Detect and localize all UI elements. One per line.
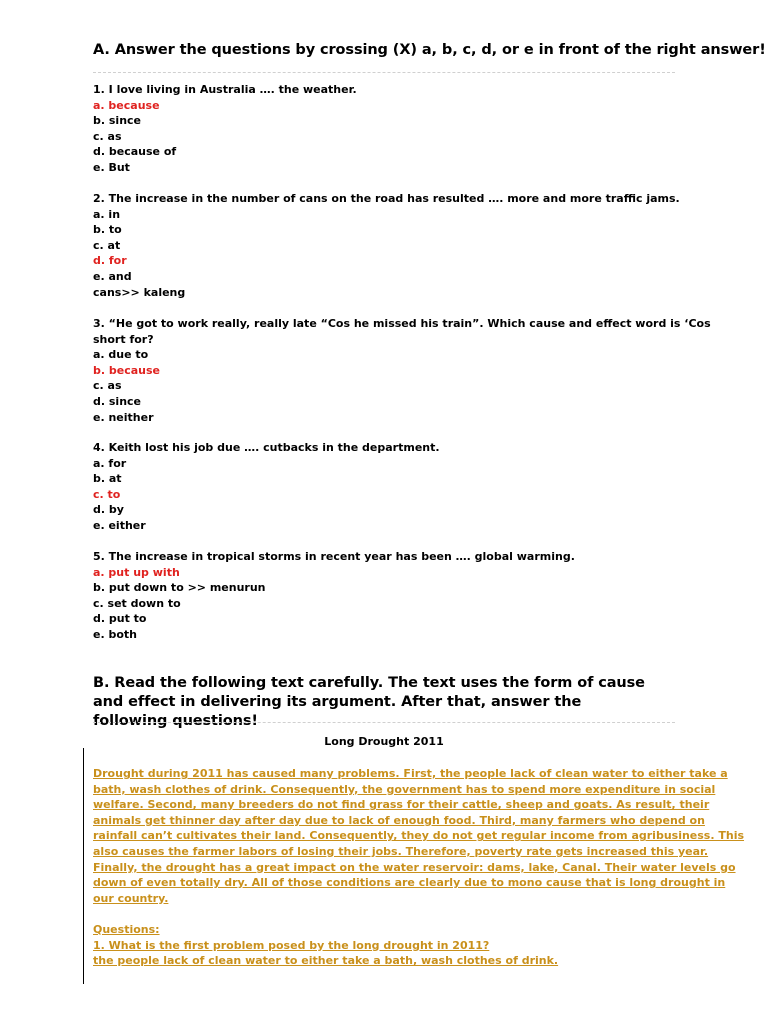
section-b-divider — [93, 722, 675, 723]
question-1-option-e[interactable]: e. But — [93, 160, 130, 174]
question-1-option-d[interactable]: d. because of — [93, 145, 177, 159]
question-2-option-c[interactable]: c. at — [93, 238, 121, 252]
question-5-option-a[interactable]: a. put up with — [93, 565, 180, 579]
question-4 — [93, 440, 653, 534]
question-2 — [93, 191, 680, 300]
passage-line: welfare. Second, many breeders do not find grass for their cattle, sheep and goats. As result, their — [93, 798, 710, 812]
question-1-option-c[interactable]: c. as — [93, 129, 122, 143]
question-3-option-a[interactable]: a. due to — [93, 348, 149, 362]
passage-line: also causes the farmer labors of losing their jobs. Therefore, poverty rate gets increased this year. — [93, 844, 709, 858]
passage-text — [93, 766, 745, 969]
passage-line: animals get thinner day after day due to lack of enough food. Third, many farmers who depend on — [93, 813, 705, 827]
passage-line: rainfall can’t cultivates their land. Consequently, they do not get regular income from agribusiness. This — [93, 829, 745, 843]
section-b-heading: B. Read the following text carefully. The text uses the form of cause and effect in delivering its argument. After that, answer the following questions! — [93, 675, 645, 729]
question-2-option-d[interactable]: d. for — [93, 254, 127, 268]
passage-answer-1: the people lack of clean water to either take a bath, wash clothes of drink. — [93, 954, 559, 968]
question-3-stem-line-2: short for? — [93, 332, 154, 346]
question-2-option-e[interactable]: e. and — [93, 269, 132, 283]
questions-label: Questions: — [93, 922, 160, 936]
question-4-option-d[interactable]: d. by — [93, 503, 124, 517]
section-a-divider — [93, 72, 675, 73]
question-2-option-a[interactable]: a. in — [93, 207, 121, 221]
question-3-option-e[interactable]: e. neither — [93, 410, 154, 424]
section-a-heading: A. Answer the questions by crossing (X) a, b, c, d, or e in front of the right answer! — [93, 42, 766, 58]
question-5 — [93, 549, 653, 643]
question-4-option-c[interactable]: c. to — [93, 487, 121, 501]
question-5-option-c[interactable]: c. set down to — [93, 596, 181, 610]
question-5-stem: 5. The increase in tropical storms in recent year has been …. global warming. — [93, 550, 575, 563]
question-2-note: cans>> kaleng — [93, 285, 186, 299]
passage-line: Drought during 2011 has caused many problems. First, the people lack of clean water to either take a — [93, 767, 728, 780]
passage-line: bath, wash clothes of drink. Consequently, the government has to spend more expenditure in social — [93, 782, 716, 796]
question-1 — [93, 82, 653, 176]
question-3-option-b[interactable]: b. because — [93, 363, 160, 377]
question-3-option-c[interactable]: c. as — [93, 379, 122, 393]
question-5-option-b[interactable]: b. put down to >> menurun — [93, 581, 266, 595]
question-4-option-b[interactable]: b. at — [93, 472, 122, 486]
passage-question-1: 1. What is the first problem posed by the long drought in 2011? — [93, 938, 490, 952]
margin-line — [83, 748, 84, 984]
question-3 — [93, 316, 711, 425]
question-2-option-b[interactable]: b. to — [93, 223, 122, 237]
passage-line: Finally, the drought has a great impact on the water reservoir: dams, lake, Canal. Their water levels go — [93, 860, 736, 874]
question-4-option-a[interactable]: a. for — [93, 456, 127, 470]
question-1-option-b[interactable]: b. since — [93, 114, 142, 128]
question-5-option-e[interactable]: e. both — [93, 627, 137, 641]
question-3-option-d[interactable]: d. since — [93, 394, 142, 408]
question-1-option-a[interactable]: a. because — [93, 98, 160, 112]
passage-title: Long Drought 2011 — [324, 735, 444, 748]
question-2-stem: 2. The increase in the number of cans on the road has resulted …. more and more traffic jams. — [93, 192, 680, 205]
question-5-option-d[interactable]: d. put to — [93, 612, 147, 626]
question-1-stem: 1. I love living in Australia …. the weather. — [93, 83, 357, 96]
passage-line: our country. — [93, 891, 169, 905]
question-4-stem: 4. Keith lost his job due …. cutbacks in the department. — [93, 441, 440, 454]
passage-line: down of even totally dry. All of those conditions are clearly due to mono cause that is long drought in — [93, 876, 726, 890]
question-4-option-e[interactable]: e. either — [93, 518, 146, 532]
question-3-stem-line-1: 3. “He got to work really, really late “Cos he missed his train”. Which cause and effect word is ‘Cos — [93, 317, 711, 330]
passage-spacer — [93, 906, 693, 922]
